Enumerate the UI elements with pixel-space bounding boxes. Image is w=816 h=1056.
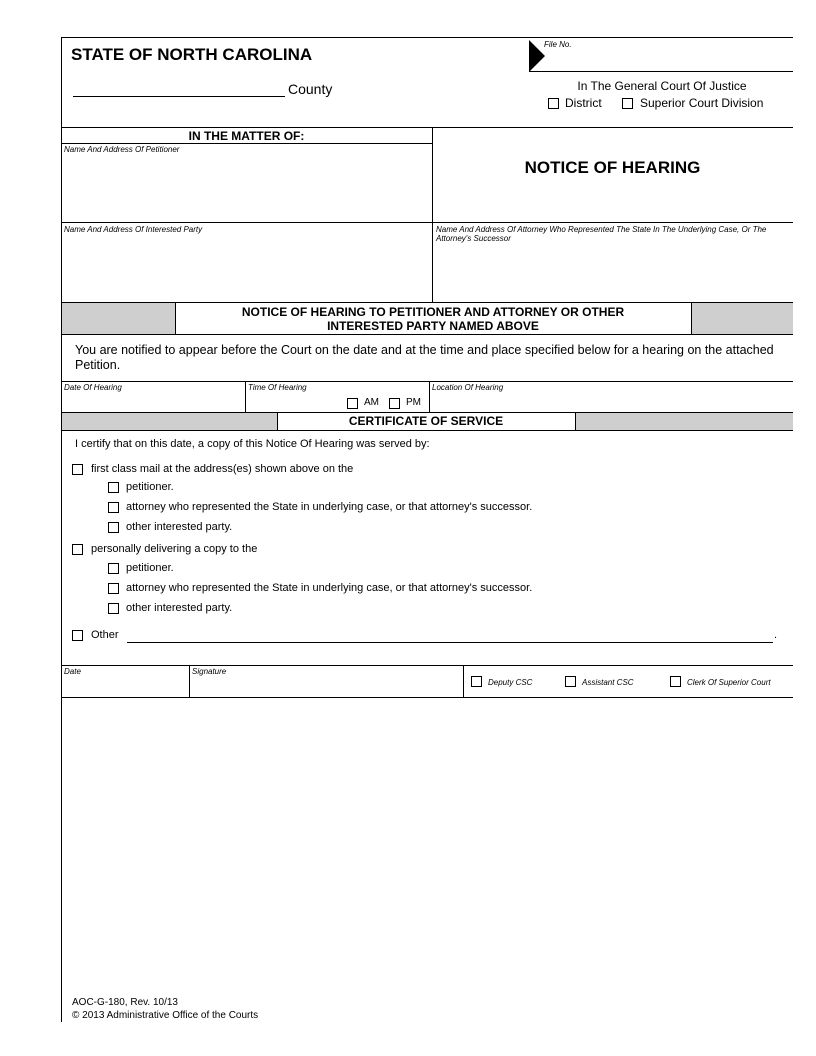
certificate-heading: CERTIFICATE OF SERVICE [348,414,504,428]
file-arrow-icon [529,40,545,72]
divider [245,381,246,412]
mail-attorney-label: attorney who represented the State in underlying case, or that attorney's successor. [126,501,533,513]
gray-block [62,413,277,430]
date-of-hearing-label: Date Of Hearing [64,383,122,392]
divider [61,430,793,431]
deliver-other-party-checkbox[interactable] [108,603,119,614]
mail-other-party-label: other interested party. [126,521,233,533]
district-checkbox[interactable] [548,98,559,109]
clerk-label: Clerk Of Superior Court [687,678,771,687]
deliver-petitioner-label: petitioner. [126,562,174,574]
mail-petitioner-label: petitioner. [126,481,174,493]
other-checkbox[interactable] [72,630,83,641]
divider [61,143,432,144]
divider [691,302,692,334]
copyright: © 2013 Administrative Office of the Courts [72,1010,259,1021]
divider [61,334,793,335]
mail-option-label: first class mail at the address(es) shown above on the [91,463,354,475]
gray-block [62,303,175,334]
file-no-label: File No. [544,40,572,49]
divider [61,127,793,128]
deliver-attorney-checkbox[interactable] [108,583,119,594]
location-label: Location Of Hearing [432,383,504,392]
deputy-label: Deputy CSC [488,678,533,687]
divider [463,665,464,697]
deliver-checkbox[interactable] [72,544,83,555]
attorney-label: Name And Address Of Attorney Who Represented The State In The Underlying Case, Or The Attorney's Successor [436,225,767,243]
other-input-line[interactable] [127,642,773,643]
matter-heading: IN THE MATTER OF: [188,129,305,143]
form-title: NOTICE OF HEARING [524,158,701,177]
notice-heading-1: NOTICE OF HEARING TO PETITIONER AND ATTORNEY OR OTHER [241,305,625,319]
file-no-line[interactable] [529,71,793,72]
county-label: County [288,81,333,97]
pm-label: PM [406,397,421,408]
assistant-label: Assistant CSC [582,678,634,687]
pm-checkbox[interactable] [389,398,400,409]
gray-block [692,303,793,334]
divider [429,381,430,412]
assistant-checkbox[interactable] [565,676,576,687]
time-of-hearing-label: Time Of Hearing [248,383,307,392]
deliver-other-party-label: other interested party. [126,602,233,614]
left-border [61,37,62,1022]
certificate-intro: I certify that on this date, a copy of this Notice Of Hearing was served by: [75,438,430,450]
other-label: Other [91,629,119,641]
top-border [61,37,793,38]
divider [189,665,190,697]
mail-attorney-checkbox[interactable] [108,502,119,513]
county-line[interactable] [73,96,285,97]
mail-other-party-checkbox[interactable] [108,522,119,533]
petitioner-label: Name And Address Of Petitioner [64,145,180,154]
deliver-option-label: personally delivering a copy to the [91,543,258,555]
divider [61,222,793,223]
notice-heading-2: INTERESTED PARTY NAMED ABOVE [327,319,539,333]
court-title: In The General Court Of Justice [577,79,747,93]
mail-checkbox[interactable] [72,464,83,475]
am-checkbox[interactable] [347,398,358,409]
date-label: Date [64,667,81,676]
gray-block [576,413,793,430]
superior-label: Superior Court Division [640,96,764,110]
superior-checkbox[interactable] [622,98,633,109]
clerk-checkbox[interactable] [670,676,681,687]
divider [61,665,793,666]
form-id: AOC-G-180, Rev. 10/13 [72,997,178,1008]
interested-party-label: Name And Address Of Interested Party [64,225,203,234]
mail-petitioner-checkbox[interactable] [108,482,119,493]
signature-label: Signature [192,667,227,676]
other-period: . [774,629,778,641]
deputy-checkbox[interactable] [471,676,482,687]
divider [61,697,793,698]
notice-body: You are notified to appear before the Court on the date and at the time and place specified below for a hearing on the attached Petition. [75,343,774,372]
deliver-attorney-label: attorney who represented the State in underlying case, or that attorney's successor. [126,582,533,594]
district-label: District [565,96,602,110]
divider [432,127,433,302]
divider [61,381,793,382]
deliver-petitioner-checkbox[interactable] [108,563,119,574]
divider [575,412,576,430]
am-label: AM [364,397,379,408]
state-title: STATE OF NORTH CAROLINA [71,45,313,64]
